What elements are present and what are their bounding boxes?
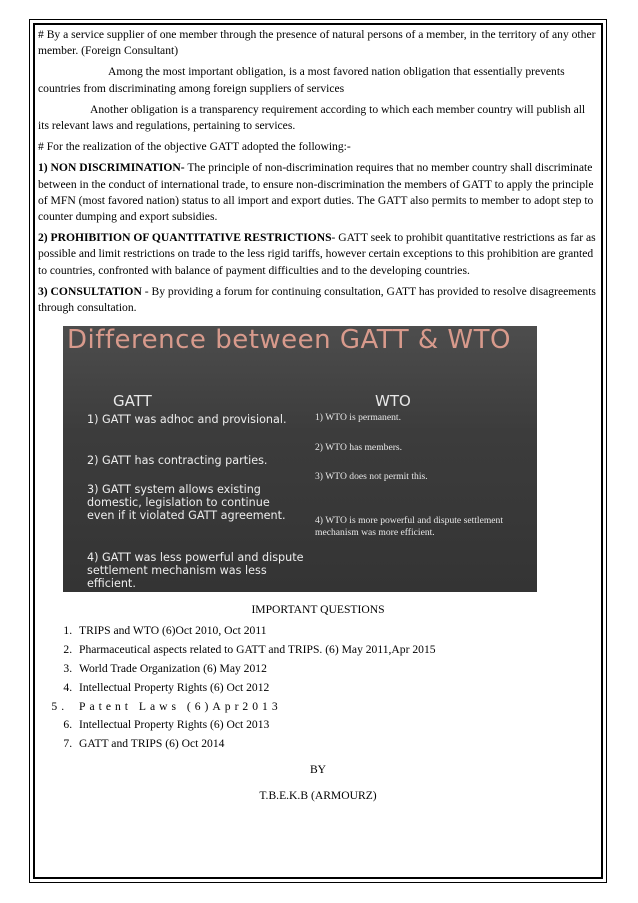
paragraph-non-discrimination [38, 160, 598, 225]
questions-title: IMPORTANT QUESTIONS [251, 603, 385, 617]
paragraph-mfn-text: Among the most important obligation, is a most favored nation obligation that essentially prevents countries from discriminating among foreign suppliers of services [38, 65, 565, 95]
heading-quantitative-restrictions: 2) PROHIBITION OF QUANTITATIVE RESTRICTIONS [38, 231, 332, 245]
questions-list [38, 622, 598, 754]
gatt-item-3: 3) GATT system allows existing domestic, legislation to continue even if it violated GATT agreement. [87, 483, 286, 523]
paragraph-gatt-objective: # For the realization of the objective GATT adopted the following:- [38, 140, 351, 154]
paragraph-quantitative-restrictions [38, 230, 598, 279]
author-by: BY [309, 763, 327, 777]
question-item: 3. World Trade Organization (6) May 2012 [75, 660, 598, 679]
question-item: 2. Pharmaceutical aspects related to GATT and TRIPS. (6) May 2011,Apr 2015 [75, 641, 598, 660]
wto-item-1: 1) WTO is permanent. [315, 412, 401, 424]
gatt-wto-comparison-slide [63, 326, 537, 592]
heading-non-discrimination: 1) NON DISCRIMINATION- [38, 161, 185, 175]
paragraph-consultation [38, 284, 598, 316]
heading-consultation: 3) CONSULTATION [38, 284, 142, 298]
wto-column-header: WTO [375, 392, 411, 411]
wto-item-2: 2) WTO has members. [315, 442, 403, 454]
question-item: 6. Intellectual Property Rights (6) Oct 2013 [75, 716, 598, 735]
text-consultation: - By providing a forum for continuing consultation, GATT has provided to resolve disagreements through consultation. [38, 284, 596, 315]
document-body [38, 27, 598, 809]
question-item: 1. TRIPS and WTO (6)Oct 2010, Oct 2011 [75, 622, 598, 641]
gatt-item-2: 2) GATT has contracting parties. [87, 454, 268, 468]
author-name: T.B.E.K.B (ARMOURZ) [259, 789, 377, 803]
question-item: 5. Patent Laws (6)Apr2013 [75, 698, 598, 717]
paragraph-transparency-text: Another obligation is a transparency requirement according to which each member country will publish all its relevant laws and regulations, pertaining to services. [38, 102, 586, 133]
question-item: 7. GATT and TRIPS (6) Oct 2014 [75, 735, 598, 754]
paragraph-foreign-consultant: # By a service supplier of one member through the presence of natural persons of a member, in the territory of any other member. (Foreign Consultant) [38, 28, 596, 58]
question-item: 4. Intellectual Property Rights (6) Oct 2012 [75, 679, 598, 698]
wto-item-4: 4) WTO is more powerful and dispute settlement mechanism was more efficient. [315, 515, 504, 538]
text-non-discrimination: The principle of non-discrimination requires that no member country shall discriminate between in the conduct of international trade, to ensure non-discrimination the members of GATT to apply the principle of MFN (most favored nation) status to all import and export duties. The GATT also permits to member to adopt step to counter dumping and export subsidies. [38, 161, 594, 224]
gatt-item-4: 4) GATT was less powerful and dispute settlement mechanism was less efficient. [87, 551, 304, 591]
wto-item-3: 3) WTO does not permit this. [315, 471, 428, 483]
gatt-column-header: GATT [113, 392, 152, 411]
slide-title: Difference between GATT & WTO [67, 326, 511, 356]
paragraph-mfn-obligation [38, 64, 598, 96]
gatt-item-1: 1) GATT was adhoc and provisional. [87, 413, 287, 427]
paragraph-transparency [38, 102, 598, 134]
text-quantitative-restrictions: - GATT seek to prohibit quantitative restrictions as far as possible and limit restrictions on trade to the less rigid tariffs, however certain exceptions to this prohibition are granted to countries, confronted with balance of payment difficulties and to the developing countries. [38, 231, 596, 277]
